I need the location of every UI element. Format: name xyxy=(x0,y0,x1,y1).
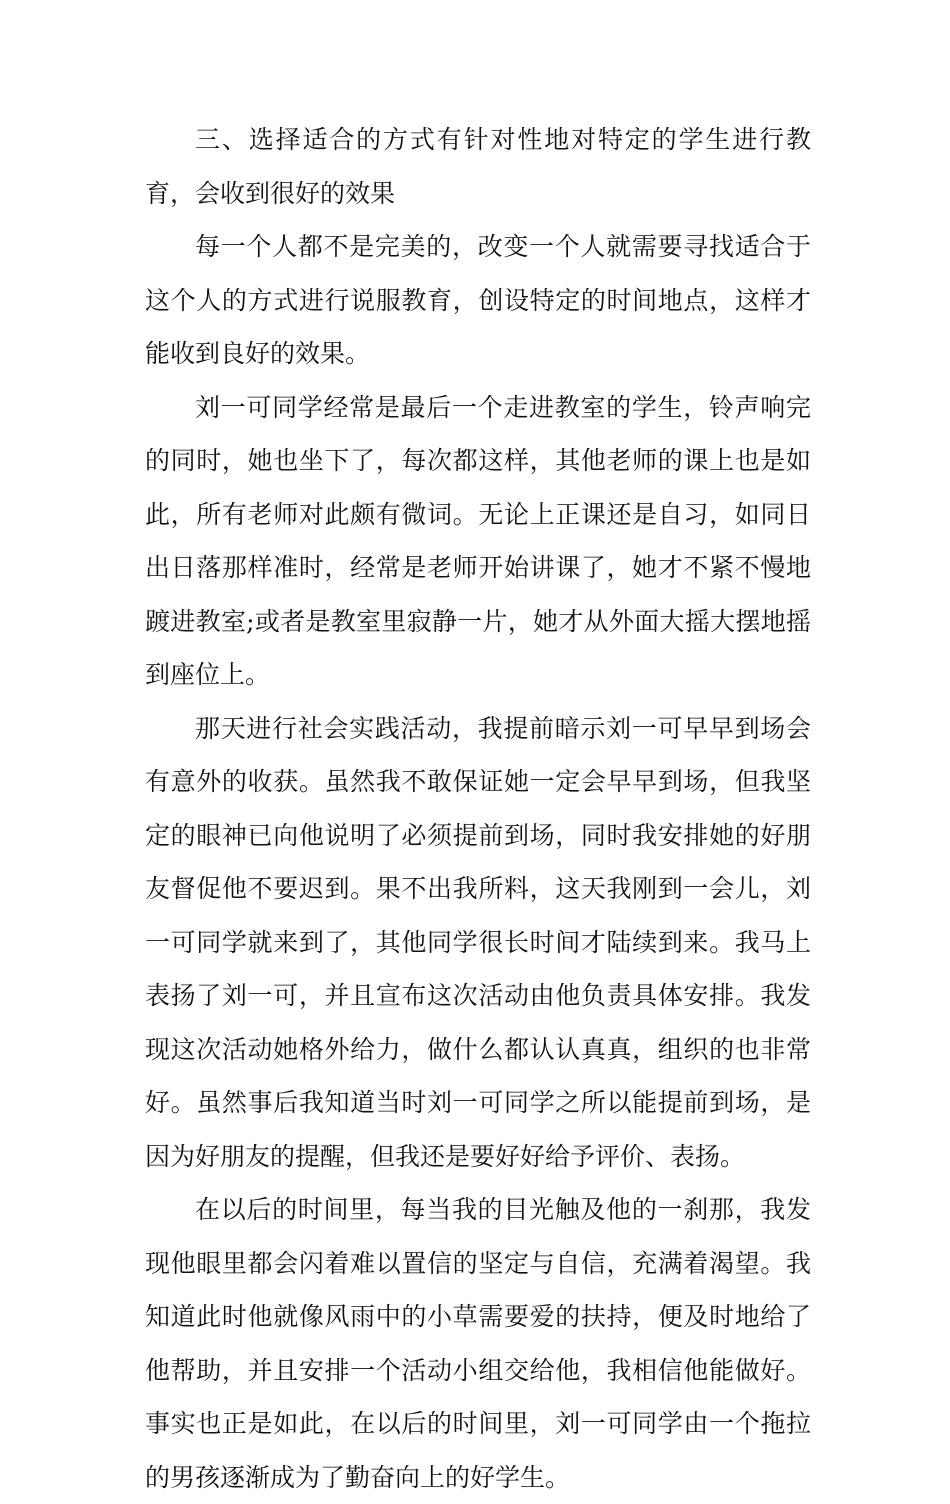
paragraph-student-late: 刘一可同学经常是最后一个走进教室的学生，铃声响完的同时，她也坐下了，每次都这样，其他老师的课上也是如此，所有老师对此颇有微词。无论上正课还是自习，如同日出日落那样准时，经常是老师开始讲课了，她才不紧不慢地踱进教室;或者是教室里寂静一片，她才从外面大摇大摆地摇到座位上。 xyxy=(145,392,811,689)
paragraph-outcome: 在以后的时间里，每当我的目光触及他的一刹那，我发现他眼里都会闪着难以置信的坚定与自信，充满着渴望。我知道此时他就像风雨中的小草需要爱的扶持，便及时地给了他帮助，并且安排一个活动小组交给他，我相信他能做好。事实也正是如此，在以后的时间里，刘一可同学由一个拖拉的男孩逐渐成为了勤奋向上的好学生。 xyxy=(145,1195,811,1492)
paragraph-practice-activity: 那天进行社会实践活动，我提前暗示刘一可早早到场会有意外的收获。虽然我不敢保证她一定会早早到场，但我坚定的眼神已向他说明了必须提前到场，同时我安排她的好朋友督促他不要迟到。果不出我所料，这天我刚到一会儿，刘一可同学就来到了，其他同学很长时间才陆续到来。我马上表扬了刘一可，并且宣布这次活动由他负责具体安排。我发现这次活动她格外给力，做什么都认认真真，组织的也非常好。虽然事后我知道当时刘一可同学之所以能提前到场，是因为好朋友的提醒，但我还是要好好给予评价、表扬。 xyxy=(145,713,811,1171)
section-heading: 三、选择适合的方式有针对性地对特定的学生进行教育，会收到很好的效果 xyxy=(145,125,811,208)
document-body xyxy=(145,113,811,1504)
paragraph-intro: 每一个人都不是完美的，改变一个人就需要寻找适合于这个人的方式进行说服教育，创设特定的时间地点，这样才能收到良好的效果。 xyxy=(145,232,811,368)
